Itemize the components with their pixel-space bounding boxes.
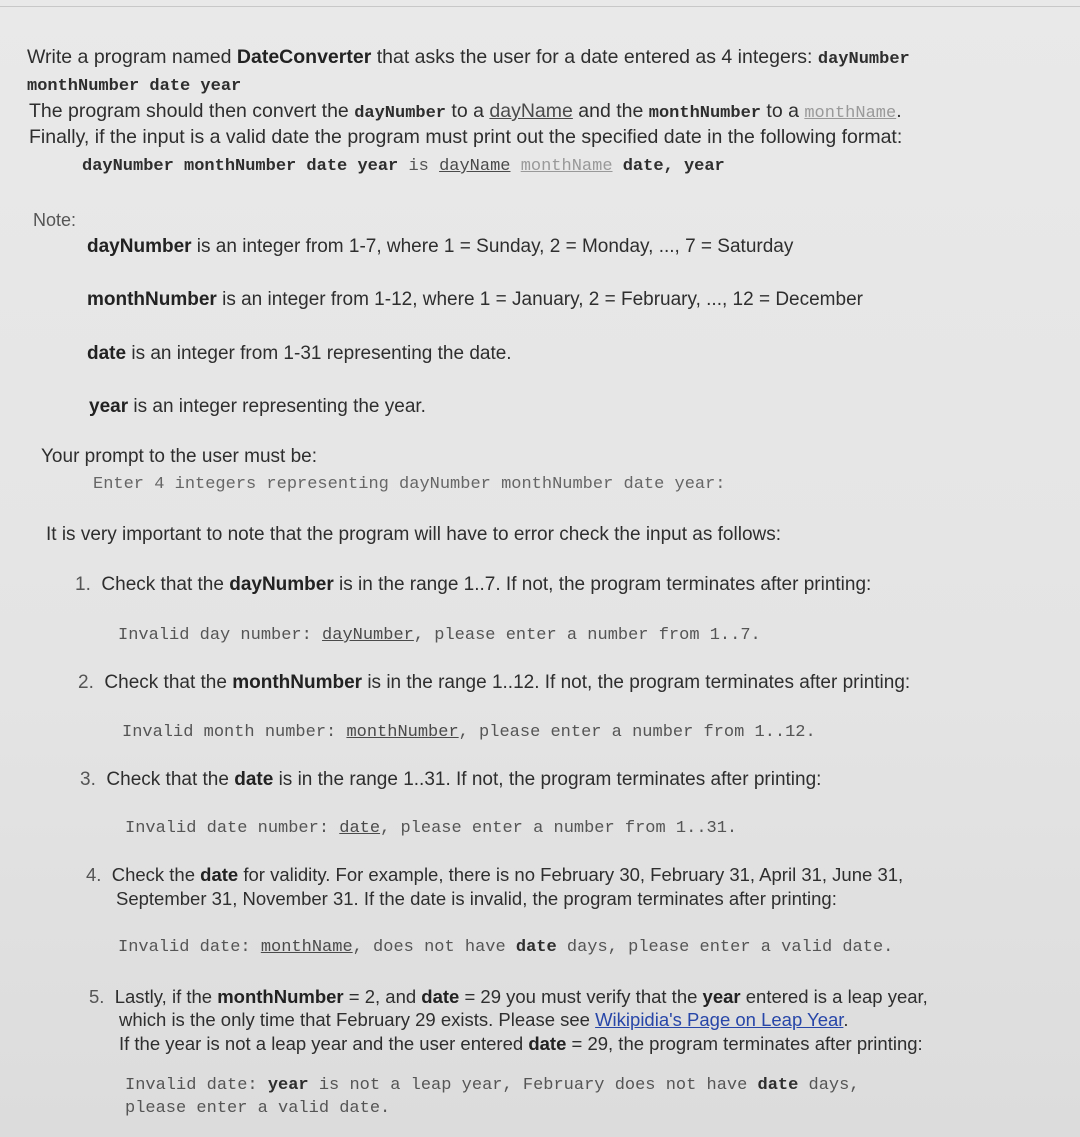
msg-text: Invalid day number:	[118, 626, 323, 645]
intro-text: to a	[446, 100, 490, 122]
code-monthnumber: monthNumber	[648, 104, 761, 123]
msg-text: is not a leap year, February does not have	[308, 1076, 758, 1095]
important-note: It is very important to note that the program will have to error check the input as follows:	[46, 524, 782, 545]
check-5-line-3	[119, 1033, 923, 1055]
format-date-year: date, year	[612, 157, 725, 176]
intro-text: to a	[760, 100, 805, 122]
check-3	[80, 769, 821, 791]
intro-text: that asks the user for a date entered as 4 integers:	[371, 46, 818, 68]
check-5-line-2	[119, 1009, 849, 1031]
note-term: date	[87, 343, 127, 364]
check-2	[78, 672, 910, 694]
format-monthname: monthName	[520, 157, 613, 176]
format-fields: dayNumber monthNumber date year	[82, 157, 399, 176]
output-format	[82, 157, 725, 176]
msg-var: dayNumber	[322, 626, 414, 645]
intro-line-2: monthNumber date year	[27, 77, 242, 96]
check-number: 2.	[78, 672, 94, 693]
check-1-message	[118, 626, 761, 645]
msg-text: days, please enter a valid date.	[556, 938, 894, 957]
msg-text: Invalid date:	[118, 938, 261, 957]
format-dayname: dayName	[439, 157, 511, 176]
note-item-monthnumber	[87, 289, 863, 311]
check-5	[89, 986, 928, 1008]
msg-text: Invalid month number:	[122, 723, 347, 742]
code-daynumber: dayNumber	[354, 104, 447, 123]
check-number: 5.	[89, 986, 105, 1007]
intro-text: The program should then convert the	[29, 100, 355, 122]
program-name: DateConverter	[236, 46, 372, 68]
check-text: Check the	[111, 864, 201, 885]
msg-text: Invalid date:	[125, 1076, 268, 1095]
msg-var: monthNumber	[346, 723, 459, 742]
intro-line-3	[29, 100, 902, 123]
msg-bold: year	[267, 1076, 309, 1095]
note-item-daynumber	[87, 236, 793, 258]
msg-bold: date	[515, 938, 557, 957]
check-text: = 29, the program terminates after printing:	[566, 1033, 923, 1054]
intro-text: .	[896, 100, 902, 122]
check-1	[75, 574, 871, 596]
format-is: is	[398, 157, 440, 176]
top-rule	[0, 6, 1080, 7]
check-2-message	[122, 723, 816, 742]
note-term: dayNumber	[87, 236, 192, 257]
check-text: is in the range 1..7. If not, the program terminates after printing:	[333, 574, 872, 595]
check-text: If the year is not a leap year and the user entered	[119, 1033, 529, 1054]
check-text: Check that the	[106, 769, 235, 790]
msg-text: Invalid date number:	[125, 819, 340, 838]
check-4-line-2: September 31, November 31. If the date is invalid, the program terminates after printing:	[116, 888, 837, 909]
note-text: is an integer representing the year.	[128, 396, 426, 417]
check-text: Lastly, if the	[114, 986, 218, 1007]
leap-year-link[interactable]: Wikipidia's Page on Leap Year	[595, 1009, 844, 1030]
msg-text: , please enter a number from 1..31.	[380, 819, 738, 838]
check-term: date	[234, 769, 274, 790]
check-3-message	[125, 819, 737, 838]
code-daynumber: dayNumber	[817, 50, 910, 69]
check-number: 1.	[75, 574, 91, 595]
check-text: Check that the	[101, 574, 230, 595]
check-text: .	[843, 1009, 849, 1030]
note-text: is an integer from 1-31 representing the date.	[126, 343, 512, 364]
check-term: monthNumber	[232, 672, 363, 693]
check-term: date	[421, 986, 460, 1007]
monthname-term: monthName	[804, 104, 897, 123]
note-term: monthNumber	[87, 289, 217, 310]
msg-text: , does not have	[352, 938, 516, 957]
intro-line-1	[27, 46, 910, 69]
msg-text: , please enter a number from 1..7.	[413, 626, 761, 645]
msg-bold: date	[757, 1076, 799, 1095]
check-text: is in the range 1..31. If not, the program terminates after printing:	[273, 769, 822, 790]
note-item-year	[89, 396, 426, 418]
check-text: = 29 you must verify that the	[459, 986, 703, 1007]
prompt-label: Your prompt to the user must be:	[41, 446, 318, 467]
note-label: Note:	[33, 210, 77, 230]
check-term: monthNumber	[217, 986, 344, 1007]
check-term: date	[528, 1033, 567, 1054]
check-number: 3.	[80, 769, 96, 790]
msg-var: date	[339, 819, 381, 838]
check-5-message	[125, 1076, 860, 1095]
check-term: date	[200, 864, 239, 885]
check-text: Check that the	[104, 672, 233, 693]
msg-var: monthName	[260, 938, 353, 957]
check-term: year	[702, 986, 741, 1007]
intro-text: Write a program named	[27, 46, 237, 68]
intro-text: and the	[572, 100, 649, 122]
dayname-term: dayName	[489, 100, 573, 122]
check-text: is in the range 1..12. If not, the program terminates after printing:	[362, 672, 911, 693]
check-text: for validity. For example, there is no February 30, February 31, April 31, June 31,	[238, 864, 904, 885]
check-5-message-line-2: please enter a valid date.	[125, 1099, 391, 1118]
msg-text: days,	[798, 1076, 860, 1095]
check-number: 4.	[86, 864, 102, 885]
note-text: is an integer from 1-12, where 1 = January, 2 = February, ..., 12 = December	[216, 289, 863, 310]
note-text: is an integer from 1-7, where 1 = Sunday, 2 = Monday, ..., 7 = Saturday	[191, 236, 794, 257]
note-term: year	[89, 396, 129, 417]
note-item-date	[87, 343, 512, 365]
check-text: which is the only time that February 29 exists. Please see	[119, 1009, 596, 1030]
check-4-message	[118, 938, 893, 957]
format-space	[511, 157, 521, 176]
check-text: entered is a leap year,	[740, 986, 928, 1007]
check-4	[86, 864, 903, 886]
check-text: = 2, and	[343, 986, 422, 1007]
check-term: dayNumber	[229, 574, 334, 595]
intro-line-4: Finally, if the input is a valid date the program must print out the specified date in the following format:	[29, 126, 903, 148]
msg-text: , please enter a number from 1..12.	[458, 723, 816, 742]
prompt-code: Enter 4 integers representing dayNumber monthNumber date year:	[93, 475, 726, 494]
